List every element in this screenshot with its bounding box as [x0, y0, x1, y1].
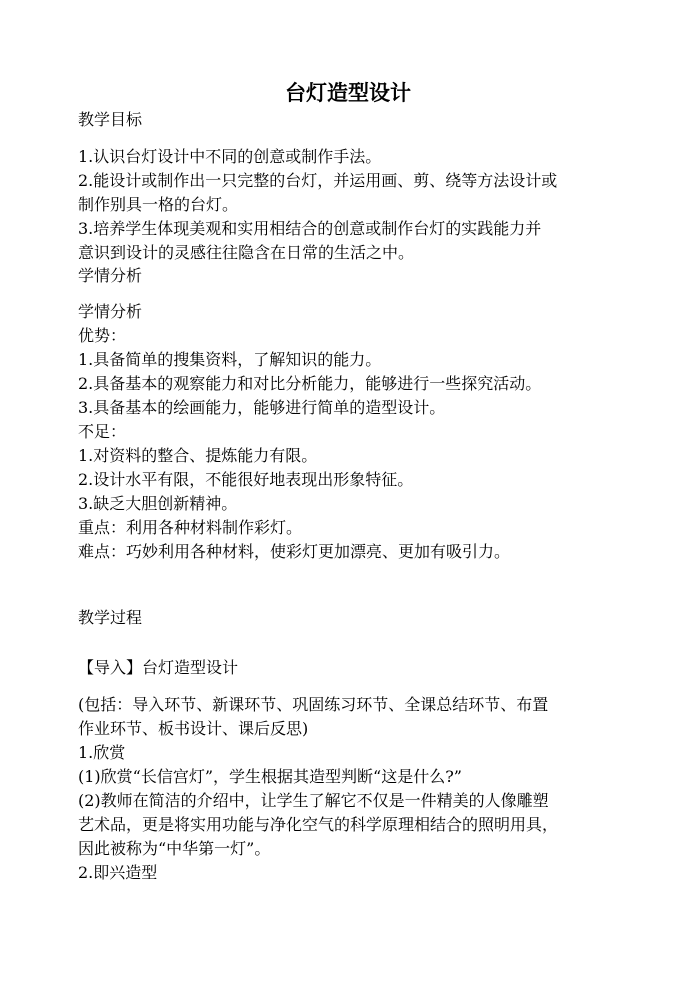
step-1-item-2: (2)教师在简洁的介绍中，让学生了解它不仅是一件精美的人像雕塑 — [78, 791, 549, 810]
strength-line-1: 1.具备简单的搜集资料，了解知识的能力。 — [78, 350, 382, 369]
weakness-line-2: 2.设计水平有限，不能很好地表现出形象特征。 — [78, 470, 414, 489]
section-heading-analysis: 学情分析 — [78, 266, 143, 285]
strength-line-2: 2.具备基本的观察能力和对比分析能力，能够进行一些探究活动。 — [78, 374, 542, 393]
objective-line-2-cont: 制作别具一格的台灯。 — [78, 195, 239, 214]
intro-heading: 【导入】台灯造型设计 — [78, 658, 239, 677]
objective-line-3: 3.培养学生体现美观和实用相结合的创意或制作台灯的实践能力并 — [78, 219, 542, 238]
step-1-item-1: (1)欣赏“长信宫灯”，学生根据其造型判断“这是什么?” — [78, 767, 462, 786]
process-note-line-1: (包括：导入环节、新课环节、巩固练习环节、全课总结环节、布置 — [78, 695, 549, 714]
section-heading-objectives: 教学目标 — [78, 110, 143, 129]
section-heading-process: 教学过程 — [78, 608, 143, 627]
weakness-line-3: 3.缺乏大胆创新精神。 — [78, 494, 238, 513]
weakness-line-1: 1.对资料的整合、提炼能力有限。 — [78, 446, 318, 465]
objective-line-2: 2.能设计或制作出一只完整的台灯，并运用画、剪、绕等方法设计或 — [78, 171, 558, 190]
step-2-heading: 2.即兴造型 — [78, 863, 158, 882]
weaknesses-label: 不足： — [78, 422, 127, 441]
difficult-point-line: 难点：巧妙利用各种材料，使彩灯更加漂亮、更加有吸引力。 — [78, 542, 511, 561]
objective-line-1: 1.认识台灯设计中不同的创意或制作手法。 — [78, 147, 382, 166]
key-point-line: 重点：利用各种材料制作彩灯。 — [78, 518, 303, 537]
strength-line-3: 3.具备基本的绘画能力，能够进行简单的造型设计。 — [78, 398, 446, 417]
strengths-label: 优势： — [78, 326, 127, 345]
document-title: 台灯造型设计 — [285, 80, 411, 105]
analysis-subheading: 学情分析 — [78, 302, 143, 321]
step-1-item-2-cont-2: 因此被称为“中华第一灯”。 — [78, 839, 271, 858]
step-1-heading: 1.欣赏 — [78, 743, 126, 762]
process-note-line-2: 作业环节、板书设计、课后反思) — [78, 719, 309, 738]
objective-line-3-cont: 意识到设计的灵感往往隐含在日常的生活之中。 — [78, 243, 415, 262]
step-1-item-2-cont: 艺术品，更是将实用功能与净化空气的科学原理相结合的照明用具， — [78, 815, 559, 834]
